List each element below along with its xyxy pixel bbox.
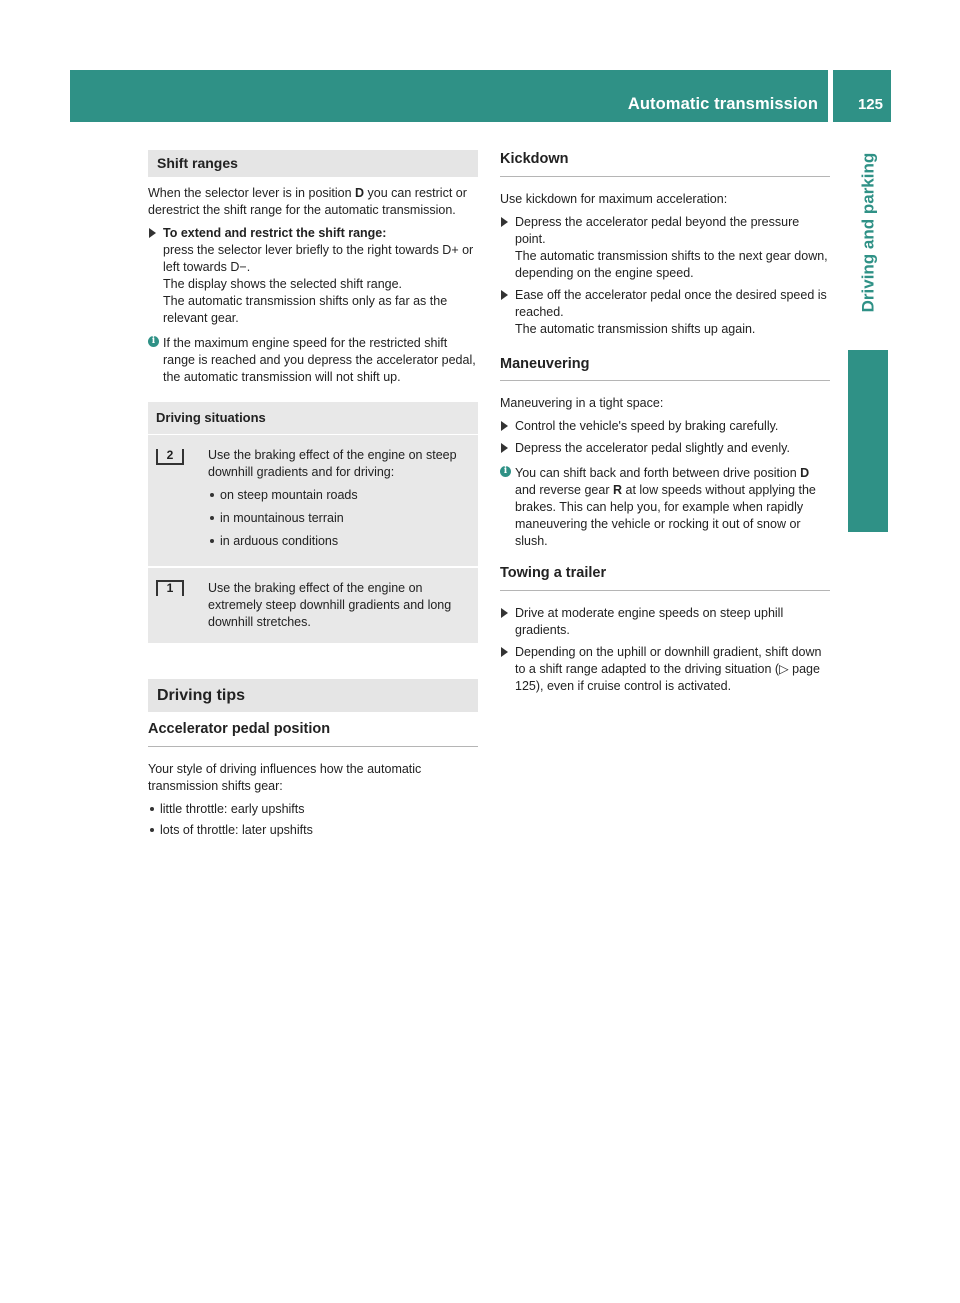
step-line: Control the vehicle's speed by braking carefully. <box>515 419 779 434</box>
towing-heading: Towing a trailer <box>500 564 830 591</box>
maneuvering-step <box>500 440 830 457</box>
step-line: press the selector lever briefly to the right towards D+ or left towards D−. <box>163 243 474 275</box>
shift-ranges-info <box>148 335 478 386</box>
list-item: in arduous conditions <box>208 533 472 550</box>
step-line: Ease off the accelerator pedal once the desired speed is reached. <box>515 287 827 319</box>
list-item: lots of throttle: later upshifts <box>148 822 478 839</box>
shift-ranges-title: Shift ranges <box>148 150 478 177</box>
info-icon: i <box>148 336 159 347</box>
shift-range-2-icon: 2 <box>156 449 184 465</box>
kickdown-step <box>500 214 830 282</box>
maneuvering-intro: Maneuvering in a tight space: <box>500 396 664 411</box>
kickdown-step <box>500 287 830 338</box>
intro-position-d: D <box>355 186 365 201</box>
header-section-bar <box>70 70 828 122</box>
step-arrow-icon <box>501 443 508 453</box>
step-arrow-icon <box>501 290 508 300</box>
info-icon: i <box>500 466 511 477</box>
step-arrow-icon <box>501 608 508 618</box>
info-text: at low speeds without applying the brakes. This can help you, for example when rapidly maneuvering the vehicle or rocking it out of snow or slush. <box>515 483 816 549</box>
list-item: little throttle: early upshifts <box>148 801 478 818</box>
side-tab-label-box <box>850 128 886 338</box>
info-text: and reverse gear <box>515 483 613 498</box>
table-cell <box>208 447 472 554</box>
row-text: Use the braking effect of the engine on extremely steep downhill gradients and long downhill stretches. <box>208 580 452 629</box>
header-page-box <box>833 70 891 122</box>
step-line: Depress the accelerator pedal beyond the pressure point. <box>515 214 800 246</box>
kickdown-intro: Use kickdown for maximum acceleration: <box>500 191 728 206</box>
maneuvering-heading: Maneuvering <box>500 355 830 382</box>
step-arrow-icon <box>501 421 508 431</box>
kickdown-heading: Kickdown <box>500 150 830 177</box>
step-result: The display shows the selected shift range. <box>163 277 403 292</box>
list-item: in mountainous terrain <box>208 510 472 527</box>
step-result: The automatic transmission shifts to the next gear down, depending on the engine speed. <box>515 248 828 280</box>
table-header: Driving situations <box>148 402 478 435</box>
step-line: Drive at moderate engine speeds on steep uphill gradients. <box>515 606 784 638</box>
side-tab-label: Driving and parking <box>858 153 878 313</box>
list-item: on steep mountain roads <box>208 487 472 504</box>
shift-range-step <box>148 225 478 327</box>
intro-text: When the selector lever is in position <box>148 186 356 201</box>
maneuvering-step <box>500 418 830 435</box>
left-column <box>148 150 478 843</box>
page-number: 125 <box>857 95 883 113</box>
info-text: You can shift back and forth between drive position <box>515 466 801 481</box>
step-arrow-icon <box>149 228 156 238</box>
table-row <box>148 435 478 566</box>
step-title: To extend and restrict the shift range: <box>163 226 387 241</box>
info-text: If the maximum engine speed for the restricted shift range is reached and you depress the accelerator pedal, the automatic transmission will not shift up. <box>163 336 476 385</box>
header-section-title: Automatic transmission <box>627 94 818 113</box>
table-key <box>156 580 208 631</box>
step-result: The automatic transmission shifts only as far as the relevant gear. <box>163 294 448 326</box>
right-column <box>500 150 830 700</box>
table-cell <box>208 580 472 631</box>
maneuvering-info <box>500 465 830 550</box>
row-text: Use the braking effect of the engine on steep downhill gradients and for driving: <box>208 447 457 479</box>
side-tab-marker <box>848 350 888 532</box>
driving-tips-intro: Your style of driving influences how the automatic transmission shifts gear: <box>148 762 422 794</box>
driving-tips-title: Driving tips <box>148 679 478 713</box>
towing-step <box>500 644 830 695</box>
step-arrow-icon <box>501 647 508 657</box>
step-arrow-icon <box>501 217 508 227</box>
step-result: The automatic transmission shifts up again. <box>515 321 756 336</box>
accelerator-pedal-heading: Accelerator pedal position <box>148 720 478 747</box>
towing-step <box>500 605 830 639</box>
info-gear-r: R <box>612 483 623 498</box>
driving-situations-table <box>148 402 478 643</box>
table-row <box>148 566 478 643</box>
step-line: Depress the accelerator pedal slightly and evenly. <box>515 441 790 456</box>
shift-range-1-icon: 1 <box>156 580 184 596</box>
step-line: Depending on the uphill or downhill gradient, shift down to a shift range adapted to the driving situation (▷ page 125), even if cruise control is activated. <box>515 645 822 694</box>
table-key <box>156 447 208 554</box>
shift-ranges-intro <box>148 185 478 219</box>
info-position-d: D <box>800 466 810 481</box>
intro-text-rest: you can restrict or derestrict the shift range for the automatic transmission. <box>148 186 467 218</box>
